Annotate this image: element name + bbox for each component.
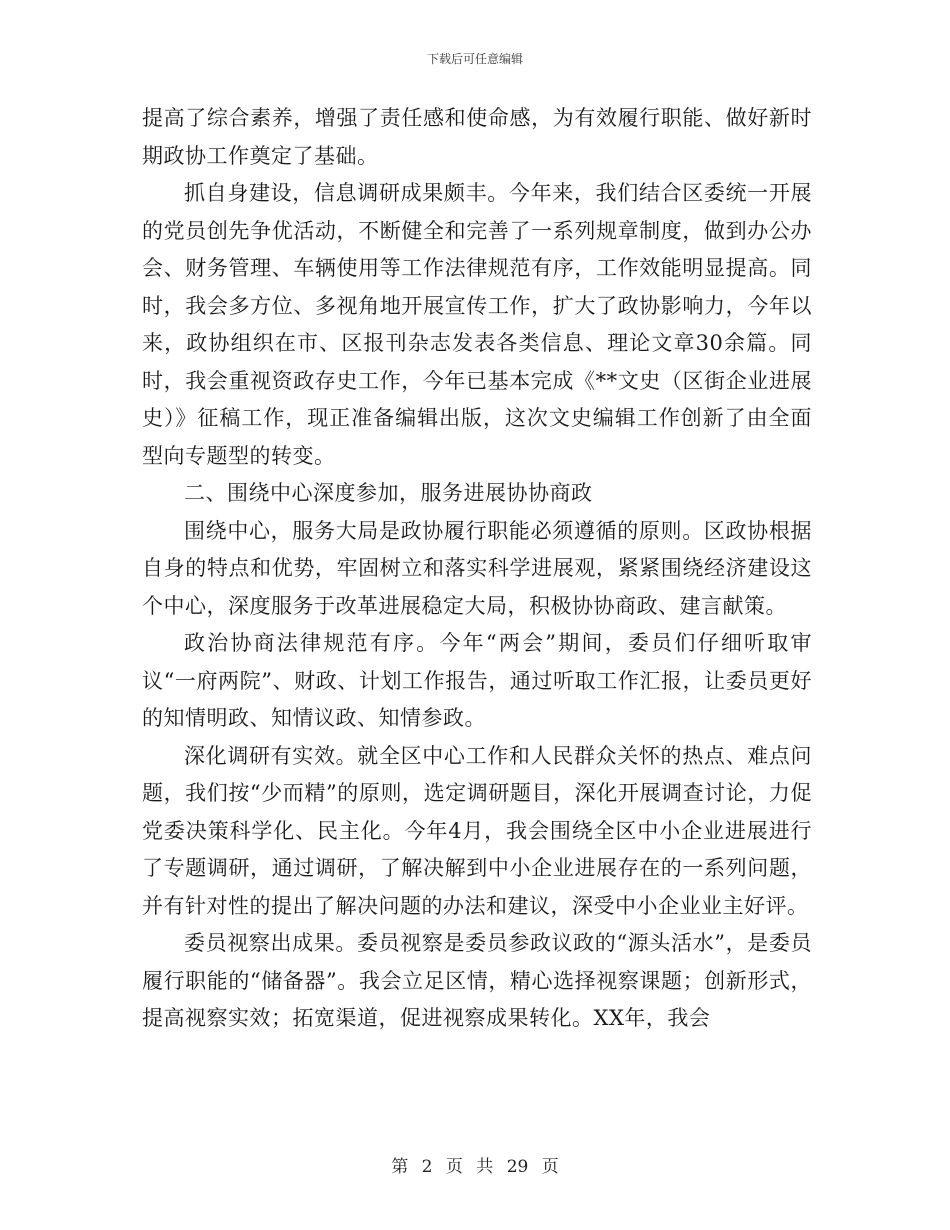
- paragraph: 政治协商法律规范有序。今年“两会”期间，委员们仔细听取审议“一府两院”、财政、计划工作报告，通过听取工作汇报，让委员更好的知情明政、知情议政、知情参政。: [142, 631, 812, 730]
- paragraph: 委员视察出成果。委员视察是委员参政议政的“源头活水”，是委员履行职能的“储备器”。我会立足区情，精心选择视察课题；创新形式，提高视察实效；拓宽渠道，促进视察成果转化。XX年，我会: [142, 931, 812, 1030]
- section-heading: 二、围绕中心深度参加，服务进展协协商政: [184, 481, 593, 505]
- paragraph: 抓自身建设，信息调研成果颇丰。今年来，我们结合区委统一开展的党员创先争优活动，不断健全和完善了一系列规章制度，做到办公办会、财务管理、车辆使用等工作法律规范有序，工作效能明显提高。同时，我会多方位、多视角地开展宣传工作，扩大了政协影响力，今年以来，政协组织在市、区报刊杂志发表各类信息、理论文章30余篇。同时，我会重视资政存史工作，今年已基本完成《**文史（区街企业进展史）》征稿工作，现正准备编辑出版，这次文史编辑工作创新了由全面型向专题型的转变。: [142, 181, 812, 468]
- document-body: [142, 100, 812, 1038]
- page-header: 下载后可任意编辑: [426, 52, 523, 66]
- page-footer: 第 2 页 共 29 页: [391, 1157, 559, 1177]
- paragraph: 提高了综合素养，增强了责任感和使命感，为有效履行职能、做好新时期政协工作奠定了基础。: [142, 106, 812, 168]
- paragraph: 围绕中心，服务大局是政协履行职能必须遵循的原则。区政协根据自身的特点和优势，牢固树立和落实科学进展观，紧紧围绕经济建设这个中心，深度服务于改革进展稳定大局，积极协协商政、建言献策。: [142, 518, 812, 618]
- paragraph: 深化调研有实效。就全区中心工作和人民群众关怀的热点、难点问题，我们按“少而精”的原则，选定调研题目，深化开展调查讨论，力促党委决策科学化、民主化。今年4月，我会围绕全区中小企业进展进行了专题调研，通过调研，了解决解到中小企业进展存在的一系列问题，并有针对性的提出了解决问题的办法和建议，深受中小企业业主好评。: [142, 743, 812, 918]
